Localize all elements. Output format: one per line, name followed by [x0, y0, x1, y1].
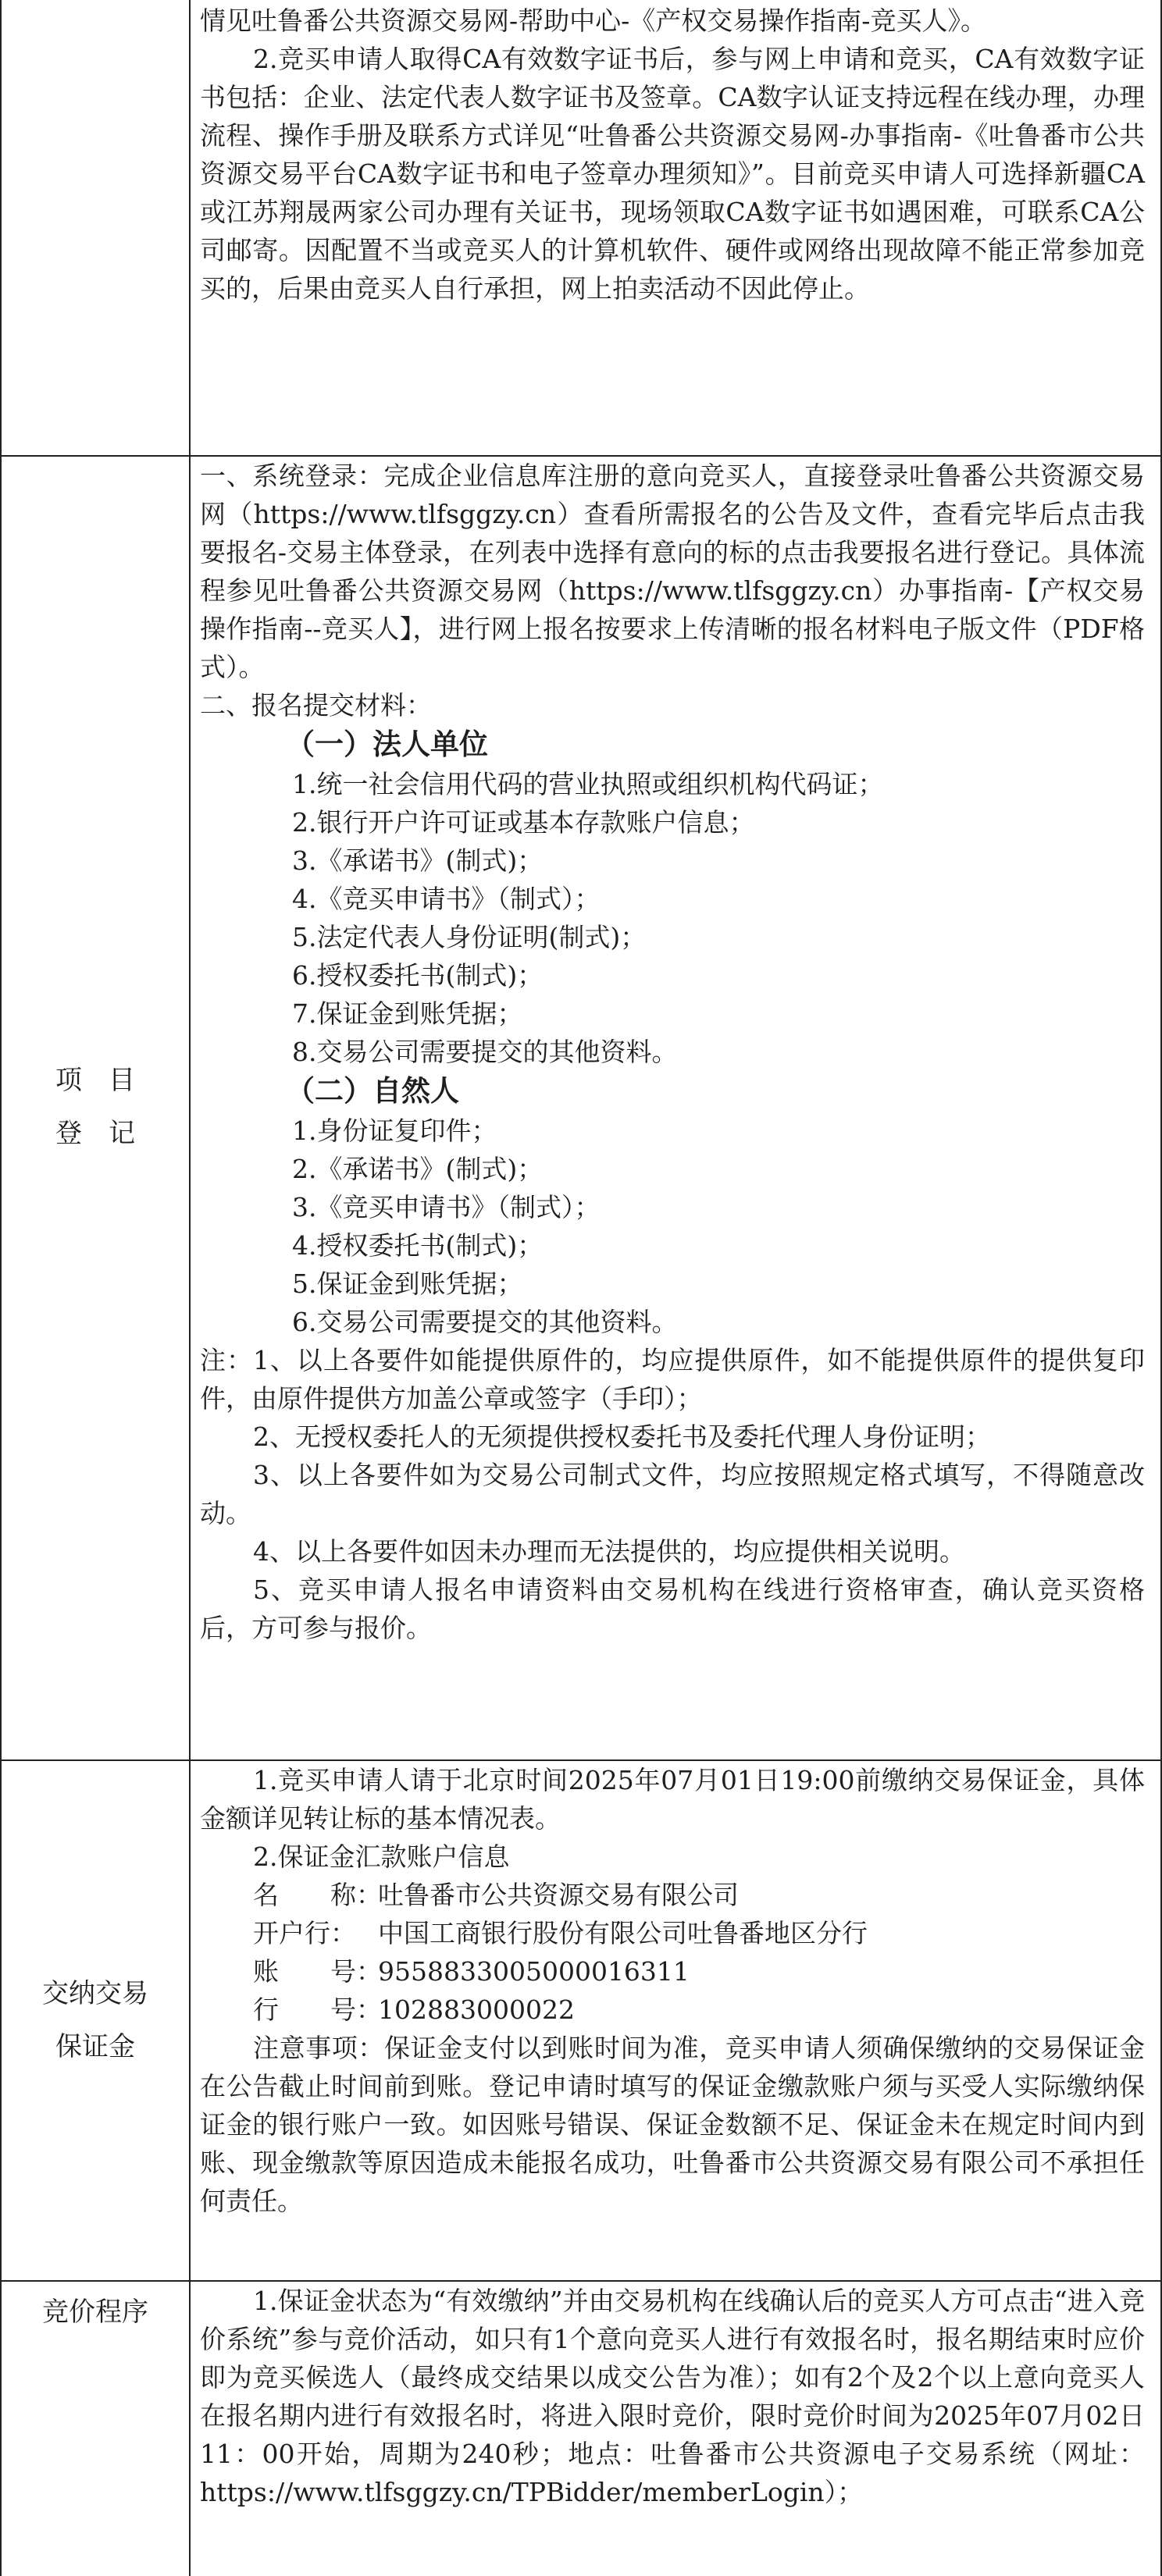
cell-project-registration — [200, 457, 1145, 1647]
field-label: 行 号： — [253, 1994, 382, 2025]
cell-ca-certificate — [200, 2, 1145, 308]
note-item: 4、以上各要件如因未办理而无法提供的，均应提供相关说明。 — [253, 1536, 965, 1567]
paragraph: 1.保证金状态为“有效缴纳”并由交易机构在线确认后的竞买人方可点击“进入竞价系统”参与竞价活动，如只有1个意向竞买人进行有效报名时，报名期结束时应价即为竞买候选人（最终成交结果以成交公告为准）；如有2个及2个以上意向竞买人在报名期内进行有效报名时，将进入限时竞价，限时竞价时间为2025年07月02日11：00开始，周期为240秒；地点：吐鲁番市公共资源电子交易系统（网址：https://www.tlfsggzy.cn/TPBidder/memberLogin）； — [200, 2286, 1145, 2507]
bank-code-row — [200, 1991, 1145, 2029]
list-item: 7.保证金到账凭据； — [292, 998, 523, 1029]
note-item: 5、竞买申请人报名申请资料由交易机构在线进行资格审查，确认竞买资格后，方可参与报价。 — [200, 1574, 1145, 1643]
list-item: 4.《竞买申请书》（制式）； — [292, 884, 601, 914]
account-name-row — [200, 1876, 1145, 1914]
label-deposit — [11, 1967, 180, 2073]
field-label: 账 号： — [253, 1956, 382, 1987]
note-item: 2、无授权委托人的无须提供授权委托书及委托代理人身份证明； — [253, 1421, 991, 1452]
field-value: 102883000022 — [378, 1994, 575, 2025]
list-item: 1.身份证复印件； — [292, 1115, 497, 1146]
note-item: 注：1、以上各要件如能提供原件的，均应提供原件，如不能提供原件的提供复印件，由原件提供方加盖公章或签字（手印）； — [200, 1345, 1145, 1414]
list-item: 5.法定代表人身份证明(制式)； — [292, 922, 647, 952]
paragraph: 一、系统登录：完成企业信息库注册的意向竞买人，直接登录吐鲁番公共资源交易网（https://www.tlfsggzy.cn）查看所需报名的公告及文件，查看完毕后点击我要报名-交易主体登录，在列表中选择有意向的标的点击我要报名进行登记。具体流程参见吐鲁番公共资源交易网（https://www.tlfsggzy.cn）办事指南-【产权交易操作指南--竞买人】，进行网上报名按要求上传清晰的报名材料电子版文件（PDF格式）。 — [200, 461, 1145, 682]
list-item: 3.《竞买申请书》（制式）； — [292, 1192, 601, 1222]
label-line: 竞价程序 — [42, 2297, 148, 2328]
list-item: 3.《承诺书》(制式)； — [292, 845, 544, 876]
text-line: 情见吐鲁番公共资源交易网-帮助中心-《产权交易操作指南-竞买人》。 — [200, 5, 986, 36]
account-bank-row — [200, 1914, 1145, 1952]
table-column-divider — [189, 0, 191, 2576]
notice-paragraph: 注意事项：保证金支付以到账时间为准，竞买申请人须确保缴纳的交易保证金在公告截止时间前到账。登记申请时填写的保证金缴款账户须与买受人实际缴纳保证金的银行账户一致。如因账号错误、保证金数额不足、保证金未在规定时间内到账、现金缴款等原因造成未能报名成功，吐鲁番市公共资源交易有限公司不承担任何责任。 — [200, 2033, 1145, 2216]
label-project-registration — [11, 1054, 180, 1160]
list-item: 1.统一社会信用代码的营业执照或组织机构代码证； — [292, 769, 884, 799]
list-item: 6.交易公司需要提交的其他资料。 — [292, 1307, 678, 1337]
field-label: 开户行： — [253, 1918, 356, 1948]
table-left-border — [0, 0, 2, 2576]
account-number-row — [200, 1952, 1145, 1991]
field-label: 名 称： — [253, 1880, 382, 1910]
list-item: 2.《承诺书》(制式)； — [292, 1154, 544, 1184]
paragraph: 1.竞买申请人请于北京时间2025年07月01日19:00前缴纳交易保证金，具体金额详见转让标的基本情况表。 — [200, 1765, 1145, 1834]
paragraph: 二、报名提交材料： — [200, 690, 432, 720]
label-line: 交纳交易 — [42, 1978, 148, 2009]
list-item: 2.银行开户许可证或基本存款账户信息； — [292, 807, 755, 838]
label-bidding-procedure — [11, 2286, 180, 2339]
field-value: 吐鲁番市公共资源交易有限公司 — [378, 1880, 739, 1910]
list-item: 5.保证金到账凭据； — [292, 1268, 523, 1299]
section-heading: （二）自然人 — [286, 1074, 459, 1108]
field-value: 9558833005000016311 — [378, 1956, 690, 1987]
list-item: 4.授权委托书(制式)； — [292, 1230, 544, 1261]
field-value: 中国工商银行股份有限公司吐鲁番地区分行 — [378, 1918, 868, 1948]
paragraph: 2.保证金汇款账户信息 — [253, 1841, 510, 1872]
section-heading: （一）法人单位 — [286, 728, 488, 761]
cell-deposit — [200, 1761, 1145, 2220]
list-item: 8.交易公司需要提交的其他资料。 — [292, 1037, 678, 1067]
label-line: 项 目 — [55, 1065, 135, 1096]
note-item: 3、以上各要件如为交易公司制式文件，均应按照规定格式填写，不得随意改动。 — [200, 1460, 1145, 1528]
label-line: 保证金 — [55, 2031, 135, 2062]
list-item: 6.授权委托书(制式)； — [292, 960, 544, 991]
label-line: 登 记 — [55, 1118, 135, 1149]
paragraph: 2.竞买申请人取得CA有效数字证书后，参与网上申请和竞买，CA有效数字证书包括：企业、法定代表人数字证书及签章。CA数字认证支持远程在线办理，办理流程、操作手册及联系方式详见“吐鲁番公共资源交易网-办事指南-《吐鲁番市公共资源交易平台CA数字证书和电子签章办理须知》”。目前竞买申请人可选择新疆CA或江苏翔晟两家公司办理有关证书，现场领取CA数字证书如遇困难，可联系CA公司邮寄。因配置不当或竞买人的计算机软件、硬件或网络出现故障不能正常参加竞买的，后果由竞买人自行承担，网上拍卖活动不因此停止。 — [200, 44, 1145, 304]
cell-bidding-procedure — [200, 2282, 1145, 2511]
